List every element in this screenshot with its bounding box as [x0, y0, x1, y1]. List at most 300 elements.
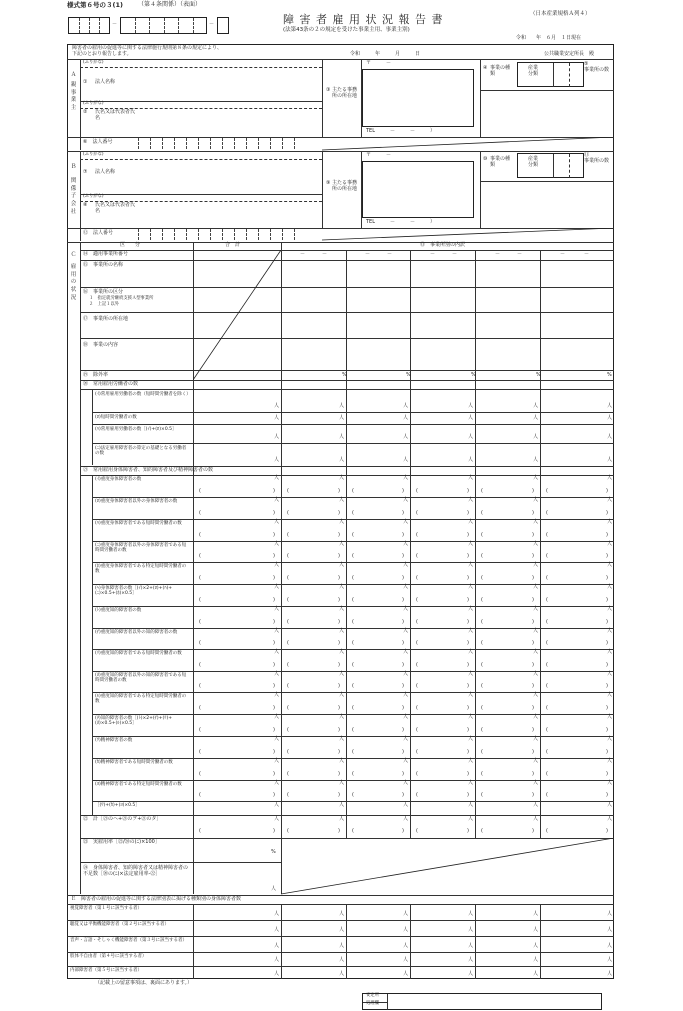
a-address-box[interactable]: [362, 69, 474, 127]
paren-open: (: [481, 705, 483, 711]
paren-open: (: [481, 640, 483, 646]
paren-open: (: [416, 575, 418, 581]
b-postal[interactable]: 〒 －: [366, 152, 392, 158]
paren-close: ): [532, 488, 534, 494]
report-date: 令和 年 ６月 １日現在: [516, 35, 582, 41]
person-unit: 人: [274, 802, 280, 808]
person-unit: 人: [339, 649, 345, 655]
paren-open: (: [481, 792, 483, 798]
person-unit: 人: [607, 692, 613, 698]
row-15: ⑮ 事業所の名称: [83, 262, 124, 268]
person-unit: 人: [468, 802, 474, 808]
paren-close: ): [606, 792, 608, 798]
paren-close: ): [606, 532, 608, 538]
total-person-unit: 人: [339, 816, 345, 822]
e-person-unit: 人: [533, 927, 539, 933]
person-unit: 人: [468, 671, 474, 677]
paren-open: (: [287, 597, 289, 603]
paren-close: ): [606, 662, 608, 668]
paren-open: (: [546, 597, 548, 603]
paren-open: (: [416, 553, 418, 559]
e-person-unit: 人: [468, 911, 474, 917]
paren-open: (: [546, 575, 548, 581]
dis-row-label: (ﾍ)身体障害者の数［(ｲ)×2+(ﾛ)+(ﾊ)+(ﾆ)×0.5+(ﾎ)×0.5］: [95, 586, 172, 597]
paren-close: ): [338, 828, 340, 834]
person-unit: 人: [274, 541, 280, 547]
paren-close: ): [338, 771, 340, 777]
paren-open: (: [546, 828, 548, 834]
paren-open: (: [199, 662, 201, 668]
person-unit: 人: [607, 671, 613, 677]
paren-close: ): [532, 532, 534, 538]
e-person-unit: 人: [339, 943, 345, 949]
person-unit: 人: [403, 457, 409, 463]
paren-close: ): [467, 749, 469, 755]
paren-close: ): [273, 553, 275, 559]
paren-open: (: [416, 771, 418, 777]
paren-open: (: [546, 532, 548, 538]
dash-3b: －: [452, 251, 458, 257]
person-unit: 人: [339, 584, 345, 590]
b-corp-no-boxes[interactable]: [138, 229, 298, 240]
paren-open: (: [481, 771, 483, 777]
person-unit: 人: [533, 434, 539, 440]
a-office-label: 主たる事務所の所在地: [332, 87, 358, 99]
paren-close: ): [338, 749, 340, 755]
paren-open: (: [352, 828, 354, 834]
e-person-unit: 人: [533, 943, 539, 949]
footer-note: （記載上の留意事項は、裏面にあります。）: [95, 980, 193, 986]
e-person-unit: 人: [274, 943, 280, 949]
paren-close: ): [402, 553, 404, 559]
paren-close: ): [402, 597, 404, 603]
paren-close: ): [402, 662, 404, 668]
paren-close: ): [273, 575, 275, 581]
person-unit: 人: [468, 628, 474, 634]
e-person-unit: 人: [533, 971, 539, 977]
paren-open: (: [199, 771, 201, 777]
e-person-unit: 人: [339, 911, 345, 917]
paren-close: ): [273, 532, 275, 538]
person-unit: 人: [274, 606, 280, 612]
paren-open: (: [416, 792, 418, 798]
b-address-box[interactable]: [362, 161, 474, 218]
paren-open: (: [546, 771, 548, 777]
person-unit: 人: [339, 671, 345, 677]
a-postal[interactable]: 〒 －: [366, 60, 392, 66]
paren-close: ): [402, 828, 404, 834]
person-unit: 人: [607, 434, 613, 440]
paren-close: ): [402, 510, 404, 516]
paren-close: ): [338, 575, 340, 581]
paren-close: ): [338, 510, 340, 516]
section-b-label: 関係子会社: [70, 178, 77, 215]
person-unit: 人: [339, 475, 345, 481]
person-unit: 人: [468, 562, 474, 568]
dash-2b: －: [387, 251, 393, 257]
paren-close: ): [532, 510, 534, 516]
paren-open: (: [199, 575, 201, 581]
paren-close: ): [402, 705, 404, 711]
paren-open: (: [352, 771, 354, 777]
paren-open: (: [287, 640, 289, 646]
paren-open: (: [287, 683, 289, 689]
person-unit: 人: [533, 758, 539, 764]
e-person-unit: 人: [339, 971, 345, 977]
paren-close: ): [606, 771, 608, 777]
paren-close: ): [532, 640, 534, 646]
paren-open: (: [546, 727, 548, 733]
emp-row-label: (ﾛ)短時間労働者の数: [95, 415, 137, 420]
e-row-label: 肢体不自由者（第４号に該当する者）: [70, 954, 147, 959]
paren-open: (: [352, 510, 354, 516]
paren-close: ): [606, 553, 608, 559]
intro-line-2: 下記のとおり報告します。: [72, 51, 132, 57]
form-code-box-2[interactable]: [120, 17, 207, 34]
total-person-unit: 人: [468, 816, 474, 822]
e-person-unit: 人: [403, 957, 409, 963]
paren-open: (: [287, 727, 289, 733]
person-unit: 人: [468, 736, 474, 742]
person-unit: 人: [533, 628, 539, 634]
person-unit: 人: [468, 519, 474, 525]
dis-row-label: (ﾊ)重度身体障害者である短時間労働者の数: [95, 521, 182, 526]
paren-open: (: [352, 575, 354, 581]
dis-row-label: (ﾄ)重度知的障害者の数: [95, 608, 142, 613]
person-unit: 人: [607, 758, 613, 764]
person-unit: 人: [468, 415, 474, 421]
person-unit: 人: [339, 758, 345, 764]
dis-row-label: (ﾎ)重度身体障害者である特定短時間労働者の数: [95, 564, 187, 575]
dis-row-label: (ﾁ)重度知的障害者以外の知的障害者の数: [95, 630, 178, 635]
paren-close: ): [273, 792, 275, 798]
dash-5b: －: [584, 251, 590, 257]
paren-open: (: [199, 749, 201, 755]
section-a-letter: Ａ: [70, 72, 77, 78]
paren-close: ): [273, 640, 275, 646]
a-corp-no-label: ⑥ 法人番号: [83, 139, 113, 145]
pct-5: %: [607, 372, 612, 378]
paren-close: ): [402, 749, 404, 755]
person-unit: 人: [274, 457, 280, 463]
paren-open: (: [416, 619, 418, 625]
dis-row-label: (ﾛ)重度身体障害者以外の身体障害者の数: [95, 499, 178, 504]
a-business-no: ④: [483, 65, 488, 71]
person-unit: 人: [274, 403, 280, 409]
e-row-label: 聴覚又は平衡機能障害者（第２号に該当する者）: [70, 922, 169, 927]
e-person-unit: 人: [339, 957, 345, 963]
form-code-box-1[interactable]: [68, 17, 110, 34]
paren-open: (: [287, 488, 289, 494]
paren-open: (: [481, 532, 483, 538]
paren-open: (: [416, 749, 418, 755]
e-person-unit: 人: [274, 957, 280, 963]
person-unit: 人: [403, 541, 409, 547]
person-unit: 人: [607, 714, 613, 720]
person-unit: 人: [533, 541, 539, 547]
b-industry-label: 産業分類: [528, 156, 539, 168]
paren-open: (: [287, 749, 289, 755]
person-unit: 人: [403, 736, 409, 742]
person-unit: 人: [403, 758, 409, 764]
e-person-unit: 人: [468, 943, 474, 949]
pct-1: %: [342, 372, 347, 378]
paren-open: (: [199, 828, 201, 834]
total-person-unit: 人: [607, 816, 613, 822]
b-name-no: ⑦: [83, 169, 88, 175]
person-unit: 人: [607, 780, 613, 786]
paren-close: ): [532, 727, 534, 733]
paren-open: (: [481, 597, 483, 603]
b-name-label: 法人名称: [95, 169, 116, 175]
b-furigana: (ふりがな): [83, 152, 104, 157]
paren-close: ): [273, 619, 275, 625]
paren-close: ): [273, 597, 275, 603]
paren-close: ): [532, 705, 534, 711]
row-23: ㉓ 実雇用率［㉒/⑳の(ﾆ)×100］: [83, 839, 160, 845]
paren-open: (: [352, 488, 354, 494]
row-20: ⑳ 常用雇用労働者の数: [83, 381, 139, 387]
person-unit: 人: [533, 457, 539, 463]
person-unit: 人: [339, 434, 345, 440]
paren-close: ): [532, 683, 534, 689]
paren-close: ): [273, 662, 275, 668]
paren-close: ): [467, 662, 469, 668]
person-unit: 人: [468, 584, 474, 590]
e-person-unit: 人: [607, 911, 613, 917]
short-unit: 人: [271, 886, 277, 892]
paren-open: (: [416, 510, 418, 516]
paren-close: ): [467, 575, 469, 581]
total-col-diagonal: [193, 250, 281, 380]
paren-open: (: [287, 771, 289, 777]
paren-open: (: [287, 619, 289, 625]
paren-close: ): [402, 683, 404, 689]
paren-close: ): [273, 510, 275, 516]
paren-open: (: [546, 662, 548, 668]
person-unit: 人: [607, 541, 613, 547]
person-unit: 人: [533, 802, 539, 808]
paren-close: ): [467, 640, 469, 646]
person-unit: 人: [533, 780, 539, 786]
person-unit: 人: [533, 415, 539, 421]
paren-close: ): [606, 683, 608, 689]
e-person-unit: 人: [533, 911, 539, 917]
person-unit: 人: [607, 649, 613, 655]
paren-open: (: [199, 597, 201, 603]
person-unit: 人: [607, 457, 613, 463]
e-person-unit: 人: [468, 957, 474, 963]
paren-close: ): [606, 597, 608, 603]
paren-open: (: [546, 705, 548, 711]
paren-open: (: [481, 488, 483, 494]
paren-open: (: [546, 553, 548, 559]
person-unit: 人: [533, 497, 539, 503]
paren-close: ): [467, 683, 469, 689]
paren-open: (: [481, 727, 483, 733]
a-industry-label: 産業分類: [528, 65, 539, 77]
row-18: ⑱ 事業の内容: [83, 342, 119, 348]
stamp-box[interactable]: [362, 993, 602, 1010]
paren-close: ): [606, 488, 608, 494]
paren-open: (: [352, 792, 354, 798]
paren-close: ): [606, 619, 608, 625]
paren-close: ): [273, 771, 275, 777]
paren-close: ): [532, 662, 534, 668]
section-e-header: Ｅ 障害者の雇用の促進等に関する法律別表に掲げる種類別の身体障害者数: [71, 896, 242, 902]
paren-open: (: [416, 488, 418, 494]
b-rep-no: ⑧: [83, 202, 88, 208]
person-unit: 人: [339, 628, 345, 634]
paren-open: (: [546, 510, 548, 516]
paren-open: (: [481, 510, 483, 516]
e-person-unit: 人: [403, 911, 409, 917]
paren-close: ): [273, 488, 275, 494]
paren-close: ): [467, 553, 469, 559]
a-name-no: ①: [83, 79, 88, 85]
paren-close: ): [606, 749, 608, 755]
a-corp-no-boxes[interactable]: [138, 138, 298, 149]
paren-open: (: [287, 510, 289, 516]
paren-close: ): [338, 553, 340, 559]
paren-open: (: [352, 619, 354, 625]
e-person-unit: 人: [468, 971, 474, 977]
b-corp-no-label: ⑫ 法人番号: [83, 230, 114, 236]
person-unit: 人: [403, 434, 409, 440]
person-unit: 人: [403, 649, 409, 655]
paren-open: (: [546, 792, 548, 798]
b-office-no: ⑨: [326, 180, 331, 186]
col-kubun: 区 分: [120, 242, 141, 248]
person-unit: 人: [274, 519, 280, 525]
stamp-label-2: 処理欄: [366, 1001, 379, 1006]
person-unit: 人: [607, 562, 613, 568]
paren-close: ): [467, 532, 469, 538]
e-person-unit: 人: [607, 943, 613, 949]
person-unit: 人: [468, 780, 474, 786]
paren-open: (: [416, 683, 418, 689]
person-unit: 人: [607, 519, 613, 525]
dash-2a: －: [365, 251, 371, 257]
paren-open: (: [287, 575, 289, 581]
paren-open: (: [199, 683, 201, 689]
emp-row-label: (ｲ)常用雇用労働者の数（短時間労働者を除く）: [95, 392, 191, 397]
paren-open: (: [546, 749, 548, 755]
intro-line-1: 障害者の雇用の促進等に関する法律施行規則第８条の規定により、: [72, 45, 223, 51]
row-17: ⑰ 事業所の所在地: [83, 316, 129, 322]
person-unit: 人: [468, 497, 474, 503]
form-code-box-3[interactable]: [217, 17, 229, 34]
form-id: 様式第６号の３(1): [67, 1, 123, 9]
paren-open: (: [287, 662, 289, 668]
person-unit: 人: [274, 714, 280, 720]
person-unit: 人: [274, 475, 280, 481]
paren-open: (: [352, 662, 354, 668]
person-unit: 人: [468, 403, 474, 409]
pct-3: %: [471, 372, 476, 378]
paren-close: ): [402, 771, 404, 777]
person-unit: 人: [274, 780, 280, 786]
paren-close: ): [273, 828, 275, 834]
paren-close: ): [532, 597, 534, 603]
paren-close: ): [606, 575, 608, 581]
person-unit: 人: [403, 692, 409, 698]
paren-open: (: [546, 488, 548, 494]
paren-open: (: [199, 488, 201, 494]
dash-3a: －: [430, 251, 436, 257]
e-person-unit: 人: [274, 927, 280, 933]
paren-close: ): [467, 705, 469, 711]
pct-2: %: [406, 372, 411, 378]
person-unit: 人: [403, 562, 409, 568]
person-unit: 人: [274, 671, 280, 677]
paren-open: (: [199, 640, 201, 646]
paren-close: ): [338, 488, 340, 494]
b-office-label: 主たる事務所の所在地: [332, 180, 358, 192]
paren-close: ): [606, 510, 608, 516]
person-unit: 人: [274, 628, 280, 634]
paren-close: ): [338, 792, 340, 798]
paren-close: ): [402, 532, 404, 538]
person-unit: 人: [533, 584, 539, 590]
paren-close: ): [338, 619, 340, 625]
paren-close: ): [402, 640, 404, 646]
paren-close: ): [338, 532, 340, 538]
e-person-unit: 人: [607, 971, 613, 977]
paren-close: ): [402, 488, 404, 494]
total-person-unit: 人: [274, 816, 280, 822]
a-rep-furigana: (ふりがな): [83, 101, 104, 106]
a-name-label: 法人名称: [95, 79, 116, 85]
b-tel[interactable]: TEL － － ）: [366, 219, 436, 225]
section-c-label: 雇用の状況: [70, 264, 77, 301]
paren-open: (: [481, 619, 483, 625]
paren-close: ): [338, 705, 340, 711]
person-unit: 人: [607, 736, 613, 742]
dash-4b: －: [517, 251, 523, 257]
paren-close: ): [467, 771, 469, 777]
paren-open: (: [199, 619, 201, 625]
paren-close: ): [402, 792, 404, 798]
paren-close: ): [273, 705, 275, 711]
row-19: ⑲ 除外率: [83, 372, 109, 378]
e-person-unit: 人: [607, 957, 613, 963]
person-unit: 人: [339, 692, 345, 698]
person-unit: 人: [607, 497, 613, 503]
person-unit: 人: [468, 758, 474, 764]
person-unit: 人: [274, 649, 280, 655]
dis-row-label: ［(ﾜ)+(ｶ)+(ﾖ)×0.5］: [95, 803, 140, 808]
paren-close: ): [467, 488, 469, 494]
person-unit: 人: [607, 802, 613, 808]
paren-close: ): [402, 575, 404, 581]
person-unit: 人: [607, 403, 613, 409]
person-unit: 人: [274, 562, 280, 568]
person-unit: 人: [533, 649, 539, 655]
paren-open: (: [199, 792, 201, 798]
b-rep-label: 氏名又は代表者氏名: [95, 202, 136, 214]
paren-close: ): [606, 727, 608, 733]
dis-row-label: (ﾇ)重度知的障害者以外の知的障害者である短時間労働者の数: [95, 673, 187, 684]
person-unit: 人: [607, 475, 613, 481]
person-unit: 人: [468, 692, 474, 698]
person-unit: 人: [403, 628, 409, 634]
paren-close: ): [532, 553, 534, 559]
paren-open: (: [199, 705, 201, 711]
paren-open: (: [352, 683, 354, 689]
dis-row-label: (ﾖ)精神障害者である特定短時間労働者の数: [95, 782, 182, 787]
a-tel[interactable]: TEL － － ）: [366, 128, 436, 134]
